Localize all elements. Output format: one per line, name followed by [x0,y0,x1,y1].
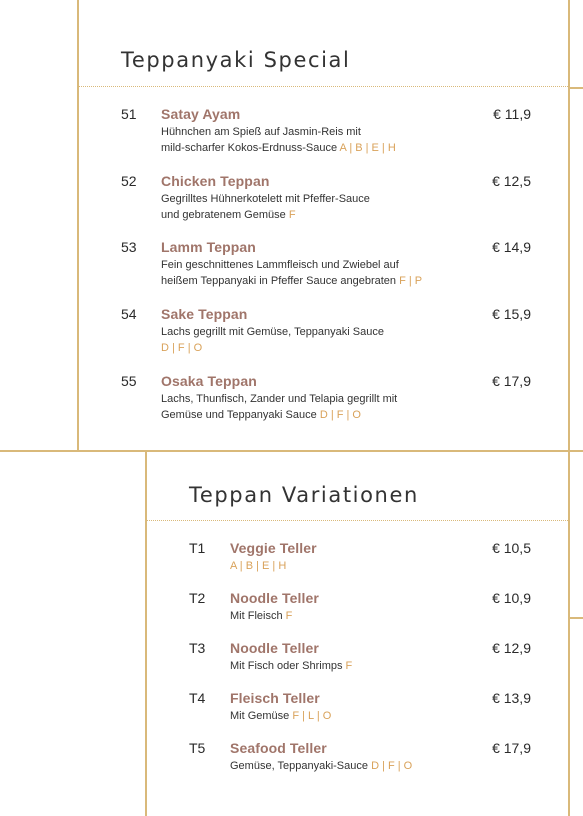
item-number: T1 [189,540,206,556]
menu-item-t2 [189,590,531,626]
description-text: Lachs gegrillt mit Gemüse, Teppanyaki Sauce [161,326,384,338]
description-text: mild-scharfer Kokos-Erdnuss-Sauce [161,142,338,154]
frame-line-top-left-vertical [77,0,79,451]
item-number: T2 [189,590,206,606]
item-description [230,708,331,724]
item-number: T5 [189,740,206,756]
allergen-codes: F [285,610,293,622]
item-description [161,324,384,356]
item-price: € 10,5 [492,540,531,556]
item-description [230,558,286,574]
item-price: € 12,9 [492,640,531,656]
menu-item-t1 [189,540,531,576]
item-price: € 13,9 [492,690,531,706]
item-description [161,391,397,423]
allergen-codes: F | P [399,275,423,287]
menu-item-t3 [189,640,531,676]
description-text: Lachs, Thunfisch, Zander und Telapia gegrillt mit [161,393,398,405]
item-number: 52 [121,173,137,189]
section-divider [147,520,568,521]
frame-tick-right-1 [568,87,583,89]
description-text: heißem Teppanyaki in Pfeffer Sauce angebraten [161,275,397,287]
frame-tick-right-2 [568,617,583,619]
description-text: Mit Gemüse [230,710,290,722]
section-title-teppanyaki-special: Teppanyaki Special [121,48,351,72]
item-price: € 17,9 [492,373,531,389]
item-name: Noodle Teller [230,590,319,606]
item-price: € 11,9 [493,106,531,122]
allergen-codes: F [345,660,353,672]
item-number: 55 [121,373,137,389]
menu-item-52 [121,173,531,223]
item-description [230,658,352,674]
description-text: Fein geschnittenes Lammfleisch und Zwiebel auf [161,259,399,271]
item-name: Seafood Teller [230,740,327,756]
description-text: Hühnchen am Spieß auf Jasmin-Reis mit [161,126,361,138]
menu-item-t4 [189,690,531,726]
item-name: Chicken Teppan [161,173,270,189]
frame-line-middle-horizontal [0,450,583,452]
description-text: Gemüse und Teppanyaki Sauce [161,409,317,421]
frame-line-bottom-right-vertical [568,450,570,816]
description-text: Mit Fleisch [230,610,283,622]
item-name: Noodle Teller [230,640,319,656]
menu-item-54 [121,306,531,356]
allergen-codes: F | L | O [292,710,332,722]
item-name: Veggie Teller [230,540,317,556]
menu-item-51 [121,106,531,156]
item-number: T4 [189,690,206,706]
item-price: € 17,9 [492,740,531,756]
item-name: Satay Ayam [161,106,241,122]
item-price: € 15,9 [492,306,531,322]
item-number: 51 [121,106,137,122]
item-price: € 12,5 [492,173,531,189]
menu-item-55 [121,373,531,423]
frame-line-bottom-left-vertical [145,450,147,816]
item-description [161,257,422,289]
description-text: Gemüse, Teppanyaki-Sauce [230,760,368,772]
menu-item-53 [121,239,531,289]
item-price: € 10,9 [492,590,531,606]
item-description [161,124,396,156]
item-description [230,608,292,624]
description-text: Mit Fisch oder Shrimps [230,660,343,672]
frame-line-top-right-vertical [568,0,570,451]
section-divider [79,86,568,87]
item-name: Fleisch Teller [230,690,320,706]
allergen-codes: D | F | O [161,342,203,354]
description-text: und gebratenem Gemüse [161,209,286,221]
allergen-codes: D | F | O [319,409,361,421]
allergen-codes: A | B | E | H [230,560,287,572]
allergen-codes: A | B | E | H [339,142,396,154]
menu-item-t5 [189,740,531,776]
item-number: 54 [121,306,137,322]
description-text: Gegrilltes Hühnerkotelett mit Pfeffer-Sauce [161,193,370,205]
allergen-codes: D | F | O [371,760,413,772]
item-name: Lamm Teppan [161,239,256,255]
item-description [230,758,412,774]
allergen-codes: F [288,209,296,221]
item-name: Osaka Teppan [161,373,257,389]
item-number: T3 [189,640,206,656]
item-name: Sake Teppan [161,306,248,322]
item-description [161,191,370,223]
section-title-teppan-variationen: Teppan Variationen [189,483,419,507]
item-price: € 14,9 [492,239,531,255]
item-number: 53 [121,239,137,255]
